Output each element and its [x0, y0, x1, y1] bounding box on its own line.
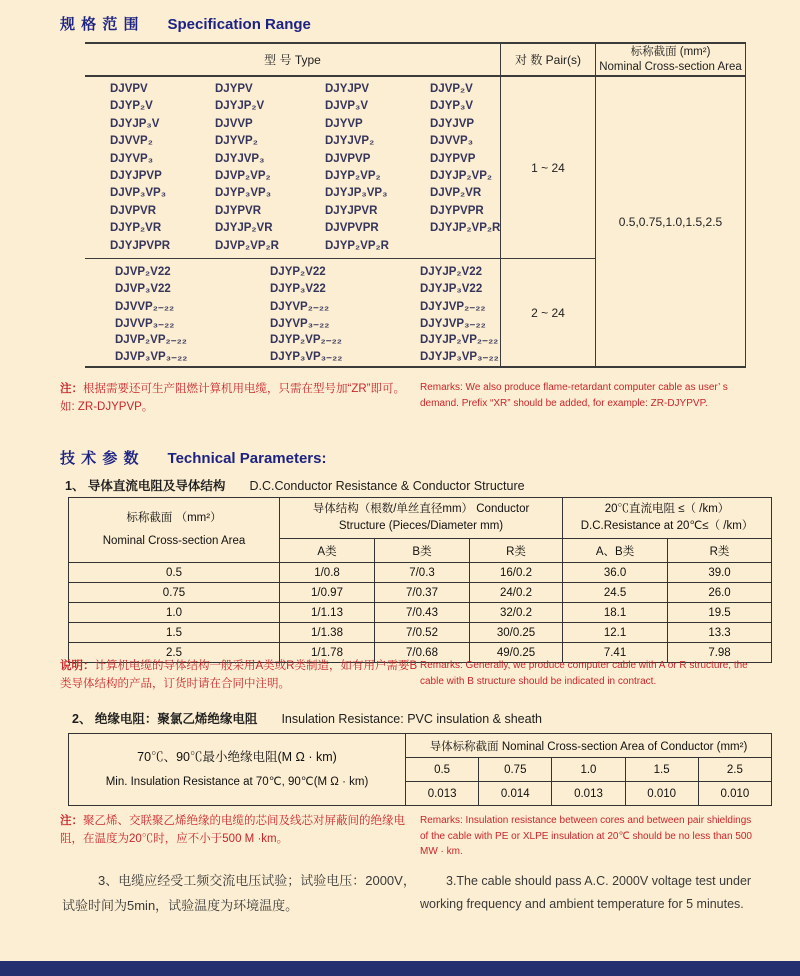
- t1-subhead: R类: [668, 539, 772, 563]
- t1-cell: 24.5: [563, 583, 668, 603]
- type-cell: DJYP₂VP₂: [325, 169, 381, 182]
- t1-cell: 1/1.78: [280, 643, 375, 663]
- type-cell: DJVVP₃₋₂₂: [115, 317, 175, 330]
- t1-subhead: A类: [280, 539, 375, 563]
- item2-heading-en: Insulation Resistance: PVC insulation & sheath: [281, 712, 543, 726]
- t1-subhead: R类: [470, 539, 563, 563]
- type-cell: DJVPVP: [325, 152, 371, 165]
- type-cell: DJYJVP₃₋₂₂: [420, 317, 486, 330]
- t1-cell: 7/0.68: [375, 643, 470, 663]
- type-cell: DJYJP₃V: [110, 117, 160, 130]
- item1-heading-en: D.C.Conductor Resistance & Conductor Structure: [249, 479, 525, 493]
- t1-col1-en: Nominal Cross-section Area: [102, 535, 246, 547]
- item2-note-text: 聚乙烯、交联聚乙烯绝缘的电缆的芯间及线芯对屏蔽间的绝缘电阻，在温度为20℃时，应不小于500 M ·km。: [60, 815, 405, 846]
- spec-note-zh: [60, 380, 418, 417]
- t1-subhead: B类: [375, 539, 470, 563]
- type-cell: DJYJP₂V22: [420, 266, 483, 278]
- t1-structure-zh: 导体结构（根数/单丝直径mm） Conductor: [312, 503, 530, 516]
- item1-note-zh: [60, 657, 418, 694]
- type-cell: DJYJPVP: [110, 169, 162, 182]
- type-cell: DJYJVP₂: [325, 135, 375, 148]
- t1-cell: 13.3: [668, 623, 772, 643]
- item2-heading-zh: 2、 绝缘电阻：聚氯乙烯绝缘电阻: [72, 712, 258, 726]
- type-cell: DJYVP₃₋₂₂: [270, 317, 330, 330]
- t2-value: 0.010: [625, 782, 698, 806]
- type-cell: DJYJP₃V22: [420, 282, 483, 295]
- type-group-1: [85, 77, 500, 258]
- item2-heading: [72, 709, 542, 727]
- type-cell: DJYVP: [325, 117, 363, 130]
- t1-resistance-en: D.C.Resistance at 20℃≤（ /km）: [580, 520, 754, 532]
- t1-cell: 0.5: [69, 563, 280, 583]
- type-cell: DJYP₂VR: [110, 222, 162, 235]
- type-cell: DJVVP: [215, 117, 253, 130]
- type-cell: DJYP₃VP₃₋₂₂: [270, 350, 343, 363]
- type-cell: DJYPVR: [215, 204, 262, 217]
- type-cell: DJYP₂V22: [270, 266, 326, 278]
- type-cell: DJYJP₂VP₂: [430, 169, 492, 182]
- t2-left-header: [69, 734, 406, 806]
- t2-size: 1.5: [625, 758, 698, 782]
- type-cell: DJYJP₂VP₂R: [430, 222, 501, 235]
- type-cell: DJVP₂VR: [430, 187, 482, 200]
- type-cell: DJVP₃V22: [115, 282, 171, 295]
- type-cell: DJYJPVPR: [110, 239, 171, 252]
- conductor-resistance-table: [68, 497, 772, 663]
- type-cell: DJYVP₂: [215, 135, 258, 148]
- item2-note-en: Remarks: Insulation resistance between cores and between pair shieldings of the cable with PE or XLPE insulation at 20℃ should be no less than 500 MW · km.: [420, 815, 752, 857]
- t1-cell: 19.5: [668, 603, 772, 623]
- t2-left-zh: 70℃、90℃最小绝缘电阻(M Ω · km): [137, 750, 337, 765]
- type-cell: DJVP₂VP₂₋₂₂: [115, 334, 187, 347]
- spec-note-text: 根据需要还可生产阻燃计算机用电缆，只需在型号加“ZR”即可。如: ZR-DJYPVP。: [60, 383, 405, 414]
- type-cell: DJYJP₂V: [215, 100, 265, 113]
- t1-cell: 7.41: [563, 643, 668, 663]
- t1-resistance-zh: 20℃直流电阻 ≤（ /km）: [604, 503, 730, 516]
- t1-col1-header: [69, 498, 280, 563]
- type-cell: DJYJPVR: [325, 204, 378, 217]
- t1-cell: 18.1: [563, 603, 668, 623]
- t1-cell: 1/1.13: [280, 603, 375, 623]
- type-cell: DJYJVP₂₋₂₂: [420, 301, 486, 314]
- t1-cell: 1.0: [69, 603, 280, 623]
- t1-cell: 2.5: [69, 643, 280, 663]
- type-cell: DJVP₃V: [325, 100, 369, 113]
- item3-en: 3.The cable should pass A.C. 2000V voltage test under working frequency and ambient temperature for 5 minutes.: [420, 874, 752, 911]
- footer-bar: [0, 961, 800, 976]
- pairs-value-group1: 1 ~ 24: [500, 77, 595, 258]
- type-cell: DJVPVPR: [325, 222, 379, 235]
- type-cell: DJVVP₃: [430, 135, 474, 148]
- t1-cell: 36.0: [563, 563, 668, 583]
- t1-structure-en: Structure (Pieces/Diameter mm): [338, 520, 504, 532]
- item1-heading-zh: 1、 导体直流电阻及导体结构: [65, 479, 226, 493]
- type-cell: DJYP₂VP₂₋₂₂: [270, 334, 342, 347]
- area-value: 0.5,0.75,1.0,1.5,2.5: [595, 77, 745, 366]
- t2-size: 0.5: [406, 758, 479, 782]
- t2-size: 0.75: [479, 758, 552, 782]
- t1-cell: 24/0.2: [470, 583, 563, 603]
- t1-cell: 49/0.25: [470, 643, 563, 663]
- pairs-column-header: 对 数 Pair(s): [500, 44, 595, 77]
- type-cell: DJYPVP: [430, 152, 476, 165]
- type-cell: DJYVP₂₋₂₂: [270, 301, 330, 314]
- t1-cell: 7/0.43: [375, 603, 470, 623]
- t2-left-en: Min. Insulation Resistance at 70℃, 90℃(M Ω · km): [105, 775, 369, 788]
- type-cell: DJVVP₂₋₂₂: [115, 301, 175, 314]
- type-cell: DJVP₂VP₂: [215, 169, 271, 182]
- type-cell: DJVP₂VP₂R: [215, 239, 279, 252]
- type-cell: DJYPVPR: [430, 204, 484, 217]
- tech-section-title: [60, 447, 326, 468]
- type-group-2: [85, 258, 500, 366]
- t1-cell: 7/0.37: [375, 583, 470, 603]
- spec-title-en: Specification Range: [167, 16, 311, 33]
- t1-cell: 26.0: [668, 583, 772, 603]
- tech-title-en: Technical Parameters:: [167, 450, 327, 467]
- t1-cell: 39.0: [668, 563, 772, 583]
- type-cell: DJVVP₂: [110, 135, 153, 148]
- type-cell: DJVP₂V22: [115, 266, 171, 278]
- t1-cell: 0.75: [69, 583, 280, 603]
- type-cell: DJYVP₃: [110, 152, 154, 165]
- type-cell: DJYP₃V: [430, 100, 474, 113]
- item1-note-en: Remarks: Generally, we produce computer cable with A or R structure, the cable with B structure should be indicated in contract.: [420, 660, 748, 687]
- t1-cell: 1/0.8: [280, 563, 375, 583]
- type-cell: DJYJVP₃: [215, 152, 265, 165]
- type-cell: DJYJVP: [430, 117, 475, 130]
- type-column-header: 型 号 Type: [85, 44, 500, 77]
- t2-size: 1.0: [552, 758, 625, 782]
- type-cell: DJYJP₂VP₂₋₂₂: [420, 334, 499, 347]
- specification-table: [85, 42, 746, 368]
- t1-cell: 32/0.2: [470, 603, 563, 623]
- area-column-header: [595, 44, 745, 77]
- t1-col1-zh: 标称截面 （mm²）: [126, 512, 222, 525]
- area-header-zh: 标称截面 (mm²): [630, 45, 711, 58]
- type-cell: DJYJP₂VR: [215, 222, 273, 235]
- t1-cell: 1/1.38: [280, 623, 375, 643]
- area-header-en: Nominal Cross-section Area: [599, 60, 742, 73]
- item1-note-label: 说明：: [60, 660, 95, 672]
- type-cell: DJYP₃VP₃: [215, 187, 272, 200]
- type-cell: DJYP₃V22: [270, 282, 326, 295]
- type-cell: DJYP₂V: [110, 100, 153, 113]
- t2-right-header: 导体标称截面 Nominal Cross-section Area of Conductor (mm²): [406, 734, 772, 758]
- t1-subhead: A、B类: [563, 539, 668, 563]
- t2-value: 0.013: [406, 782, 479, 806]
- type-cell: DJYP₂VP₂R: [325, 239, 389, 252]
- insulation-resistance-table: [68, 733, 772, 806]
- type-cell: DJYPV: [215, 83, 253, 95]
- t2-value: 0.014: [479, 782, 552, 806]
- t1-cell: 7/0.3: [375, 563, 470, 583]
- spec-note-label: 注：: [60, 383, 83, 395]
- t2-value: 0.013: [552, 782, 625, 806]
- type-cell: DJVP₃VP₃₋₂₂: [115, 350, 188, 363]
- item1-note-text: 计算机电缆的导体结构一般采用A类或R类制造，如有用户需要B类导体结构的产品，订货时请在合同中注明。: [60, 660, 418, 691]
- t1-cell: 12.1: [563, 623, 668, 643]
- t1-cell: 1.5: [69, 623, 280, 643]
- t1-structure-header: [280, 498, 563, 539]
- type-cell: DJVPVR: [110, 204, 157, 217]
- t1-cell: 7.98: [668, 643, 772, 663]
- spec-section-title: [60, 13, 311, 34]
- t1-cell: 1/0.97: [280, 583, 375, 603]
- spec-title-zh: 规 格 范 围: [60, 16, 140, 33]
- type-cell: DJYJPV: [325, 83, 370, 95]
- type-cell: DJVP₃VP₃: [110, 187, 167, 200]
- t1-resistance-header: [563, 498, 772, 539]
- t1-cell: 7/0.52: [375, 623, 470, 643]
- item2-note-zh: [60, 812, 418, 849]
- type-cell: DJYJP₃VP₃₋₂₂: [420, 350, 499, 363]
- type-cell: DJVP₂V: [430, 83, 473, 95]
- t2-size: 2.5: [698, 758, 771, 782]
- tech-title-zh: 技 术 参 数: [60, 450, 140, 467]
- item1-heading: [65, 476, 525, 494]
- t1-cell: 16/0.2: [470, 563, 563, 583]
- t2-value: 0.010: [698, 782, 771, 806]
- spec-note-en: Remarks: We also produce flame-retardant computer cable as user’ s demand. Prefix “XR” should be added, for example: ZR-DJYPVP.: [420, 382, 728, 409]
- type-cell: [430, 240, 500, 257]
- item3-zh: 3、电缆应经受工频交流电压试验；试验电压：2000V，试验时间为5min，试验温度为环境温度。: [62, 873, 416, 914]
- pairs-value-group2: 2 ~ 24: [500, 258, 595, 366]
- type-cell: DJVPV: [110, 83, 148, 95]
- t1-cell: 30/0.25: [470, 623, 563, 643]
- type-cell: DJYJP₃VP₃: [325, 187, 388, 200]
- item2-note-label: 注：: [60, 815, 83, 827]
